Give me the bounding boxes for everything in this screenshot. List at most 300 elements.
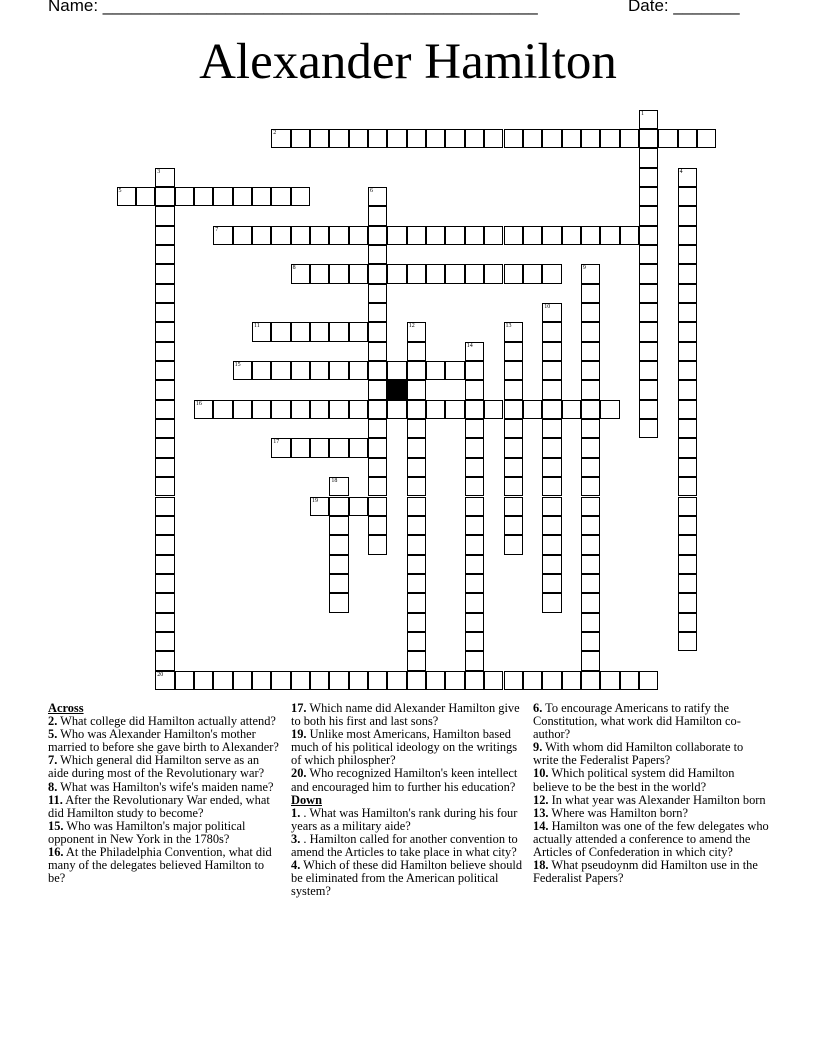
grid-cell[interactable] (581, 419, 600, 438)
grid-cell[interactable] (155, 651, 174, 670)
grid-cell[interactable] (368, 361, 387, 380)
grid-cell[interactable] (523, 264, 542, 283)
grid-cell[interactable] (155, 187, 174, 206)
grid-cell[interactable] (407, 361, 426, 380)
grid-cell[interactable] (581, 226, 600, 245)
grid-cell[interactable] (562, 671, 581, 690)
grid-cell[interactable] (639, 419, 658, 438)
grid-cell[interactable] (678, 574, 697, 593)
grid-cell[interactable] (387, 671, 406, 690)
grid-cell[interactable] (426, 226, 445, 245)
grid-cell[interactable] (542, 438, 561, 457)
grid-cell[interactable] (213, 187, 232, 206)
grid-cell[interactable] (678, 555, 697, 574)
grid-cell[interactable] (271, 129, 290, 148)
grid-cell[interactable] (620, 671, 639, 690)
grid-cell[interactable] (581, 438, 600, 457)
grid-cell[interactable] (387, 226, 406, 245)
grid-cell[interactable] (329, 361, 348, 380)
grid-cell[interactable] (542, 264, 561, 283)
grid-cell[interactable] (504, 477, 523, 496)
grid-cell[interactable] (310, 671, 329, 690)
grid-cell[interactable] (252, 361, 271, 380)
grid-cell[interactable] (368, 380, 387, 399)
grid-cell[interactable] (678, 361, 697, 380)
grid-cell[interactable] (504, 264, 523, 283)
grid-cell[interactable] (407, 516, 426, 535)
grid-cell[interactable] (581, 264, 600, 283)
grid-cell[interactable] (581, 613, 600, 632)
grid-cell[interactable] (426, 361, 445, 380)
grid-cell[interactable] (678, 303, 697, 322)
grid-cell[interactable] (155, 342, 174, 361)
grid-cell[interactable] (620, 129, 639, 148)
grid-cell[interactable] (291, 226, 310, 245)
grid-cell[interactable] (368, 322, 387, 341)
grid-cell[interactable] (639, 129, 658, 148)
grid-cell[interactable] (639, 400, 658, 419)
grid-cell[interactable] (445, 400, 464, 419)
grid-cell[interactable] (581, 361, 600, 380)
grid-cell[interactable] (504, 671, 523, 690)
grid-cell[interactable] (600, 226, 619, 245)
grid-cell[interactable] (194, 671, 213, 690)
grid-cell[interactable] (523, 400, 542, 419)
grid-cell[interactable] (329, 535, 348, 554)
grid-cell[interactable] (504, 438, 523, 457)
grid-cell[interactable] (194, 400, 213, 419)
grid-cell[interactable] (329, 226, 348, 245)
grid-cell[interactable] (407, 671, 426, 690)
grid-cell[interactable] (368, 303, 387, 322)
grid-cell[interactable] (581, 671, 600, 690)
grid-cell[interactable] (387, 264, 406, 283)
grid-cell[interactable] (155, 613, 174, 632)
grid-cell[interactable] (678, 516, 697, 535)
grid-cell[interactable] (155, 168, 174, 187)
grid-cell[interactable] (349, 400, 368, 419)
grid-cell[interactable] (155, 574, 174, 593)
grid-cell[interactable] (136, 187, 155, 206)
grid-cell[interactable] (465, 535, 484, 554)
grid-cell[interactable] (271, 400, 290, 419)
grid-cell[interactable] (310, 400, 329, 419)
grid-cell[interactable] (581, 380, 600, 399)
grid-cell[interactable] (542, 129, 561, 148)
grid-cell[interactable] (368, 516, 387, 535)
grid-cell[interactable] (581, 400, 600, 419)
grid-cell[interactable] (407, 632, 426, 651)
grid-cell[interactable] (252, 322, 271, 341)
grid-cell[interactable] (368, 438, 387, 457)
grid-cell[interactable] (600, 400, 619, 419)
grid-cell[interactable] (678, 264, 697, 283)
grid-cell[interactable] (271, 322, 290, 341)
grid-cell[interactable] (542, 361, 561, 380)
grid-cell[interactable] (465, 380, 484, 399)
grid-cell[interactable] (310, 497, 329, 516)
grid-cell[interactable] (329, 477, 348, 496)
grid-cell[interactable] (465, 419, 484, 438)
grid-cell[interactable] (233, 400, 252, 419)
grid-cell[interactable] (349, 361, 368, 380)
grid-cell[interactable] (678, 593, 697, 612)
grid-cell[interactable] (407, 129, 426, 148)
grid-cell[interactable] (155, 284, 174, 303)
grid-cell[interactable] (349, 438, 368, 457)
grid-cell[interactable] (678, 613, 697, 632)
grid-cell[interactable] (291, 129, 310, 148)
grid-cell[interactable] (194, 187, 213, 206)
grid-cell[interactable] (368, 419, 387, 438)
grid-cell[interactable] (426, 129, 445, 148)
grid-cell[interactable] (504, 226, 523, 245)
grid-cell[interactable] (368, 264, 387, 283)
grid-cell[interactable] (484, 226, 503, 245)
grid-cell[interactable] (426, 671, 445, 690)
grid-cell[interactable] (407, 613, 426, 632)
grid-cell[interactable] (368, 671, 387, 690)
grid-cell[interactable] (581, 555, 600, 574)
grid-cell[interactable] (407, 226, 426, 245)
grid-cell[interactable] (291, 361, 310, 380)
grid-cell[interactable] (581, 322, 600, 341)
grid-cell[interactable] (349, 226, 368, 245)
grid-cell[interactable] (368, 284, 387, 303)
grid-cell[interactable] (523, 671, 542, 690)
grid-cell[interactable] (291, 187, 310, 206)
grid-cell[interactable] (504, 380, 523, 399)
grid-cell[interactable] (349, 497, 368, 516)
grid-cell[interactable] (639, 110, 658, 129)
grid-cell[interactable] (233, 671, 252, 690)
grid-cell[interactable] (368, 477, 387, 496)
grid-cell[interactable] (581, 516, 600, 535)
grid-cell[interactable] (155, 477, 174, 496)
grid-cell[interactable] (407, 342, 426, 361)
grid-cell[interactable] (639, 148, 658, 167)
grid-cell[interactable] (465, 671, 484, 690)
grid-cell[interactable] (542, 671, 561, 690)
grid-cell[interactable] (213, 400, 232, 419)
grid-cell[interactable] (155, 438, 174, 457)
grid-cell[interactable] (465, 497, 484, 516)
grid-cell[interactable] (155, 303, 174, 322)
grid-cell[interactable] (329, 497, 348, 516)
grid-cell[interactable] (368, 342, 387, 361)
grid-cell[interactable] (155, 671, 174, 690)
grid-cell[interactable] (368, 206, 387, 225)
grid-cell[interactable] (542, 458, 561, 477)
grid-cell[interactable] (310, 226, 329, 245)
grid-cell[interactable] (465, 361, 484, 380)
grid-cell[interactable] (504, 535, 523, 554)
grid-cell[interactable] (329, 264, 348, 283)
grid-cell[interactable] (310, 438, 329, 457)
grid-cell[interactable] (368, 245, 387, 264)
grid-cell[interactable] (329, 593, 348, 612)
grid-cell[interactable] (465, 632, 484, 651)
grid-cell[interactable] (407, 574, 426, 593)
grid-cell[interactable] (620, 226, 639, 245)
grid-cell[interactable] (542, 477, 561, 496)
grid-cell[interactable] (349, 322, 368, 341)
grid-cell[interactable] (155, 206, 174, 225)
grid-cell[interactable] (155, 632, 174, 651)
grid-cell[interactable] (678, 632, 697, 651)
grid-cell[interactable] (465, 226, 484, 245)
grid-cell[interactable] (542, 593, 561, 612)
grid-cell[interactable] (562, 129, 581, 148)
grid-cell[interactable] (523, 226, 542, 245)
grid-cell[interactable] (155, 264, 174, 283)
grid-cell[interactable] (678, 226, 697, 245)
grid-cell[interactable] (581, 458, 600, 477)
grid-cell[interactable] (504, 400, 523, 419)
grid-cell[interactable] (581, 651, 600, 670)
grid-cell[interactable] (407, 497, 426, 516)
grid-cell[interactable] (155, 400, 174, 419)
grid-cell[interactable] (426, 400, 445, 419)
grid-cell[interactable] (465, 613, 484, 632)
grid-cell[interactable] (504, 516, 523, 535)
grid-cell[interactable] (155, 245, 174, 264)
grid-cell[interactable] (465, 516, 484, 535)
grid-cell[interactable] (504, 322, 523, 341)
grid-cell[interactable] (233, 187, 252, 206)
grid-cell[interactable] (349, 264, 368, 283)
grid-cell[interactable] (542, 342, 561, 361)
grid-cell[interactable] (407, 458, 426, 477)
grid-cell[interactable] (407, 651, 426, 670)
grid-cell[interactable] (407, 380, 426, 399)
grid-cell[interactable] (465, 574, 484, 593)
grid-cell[interactable] (542, 419, 561, 438)
grid-cell[interactable] (581, 497, 600, 516)
grid-cell[interactable] (310, 322, 329, 341)
grid-cell[interactable] (465, 438, 484, 457)
grid-cell[interactable] (581, 303, 600, 322)
grid-cell[interactable] (368, 497, 387, 516)
grid-cell[interactable] (387, 129, 406, 148)
grid-cell[interactable] (445, 671, 464, 690)
grid-cell[interactable] (562, 400, 581, 419)
grid-cell[interactable] (581, 632, 600, 651)
grid-cell[interactable] (407, 438, 426, 457)
grid-cell[interactable] (542, 226, 561, 245)
grid-cell[interactable] (581, 535, 600, 554)
grid-cell[interactable] (504, 361, 523, 380)
grid-cell[interactable] (581, 129, 600, 148)
grid-cell[interactable] (155, 516, 174, 535)
grid-cell[interactable] (271, 361, 290, 380)
grid-cell[interactable] (368, 535, 387, 554)
grid-cell[interactable] (329, 129, 348, 148)
grid-cell[interactable] (445, 264, 464, 283)
grid-cell[interactable] (349, 129, 368, 148)
grid-cell[interactable] (504, 497, 523, 516)
grid-cell[interactable] (504, 342, 523, 361)
grid-cell[interactable] (310, 361, 329, 380)
grid-cell[interactable] (581, 593, 600, 612)
grid-cell[interactable] (465, 477, 484, 496)
grid-cell[interactable] (639, 342, 658, 361)
grid-cell[interactable] (678, 168, 697, 187)
grid-cell[interactable] (465, 555, 484, 574)
grid-cell[interactable] (175, 671, 194, 690)
grid-cell[interactable] (542, 535, 561, 554)
grid-cell[interactable] (426, 264, 445, 283)
grid-cell[interactable] (678, 129, 697, 148)
grid-cell[interactable] (155, 535, 174, 554)
grid-cell[interactable] (484, 671, 503, 690)
grid-cell[interactable] (445, 129, 464, 148)
grid-cell[interactable] (329, 555, 348, 574)
grid-cell[interactable] (484, 129, 503, 148)
grid-cell[interactable] (678, 187, 697, 206)
grid-cell[interactable] (697, 129, 716, 148)
grid-cell[interactable] (465, 458, 484, 477)
grid-cell[interactable] (407, 555, 426, 574)
grid-cell[interactable] (291, 400, 310, 419)
grid-cell[interactable] (581, 342, 600, 361)
grid-cell[interactable] (639, 322, 658, 341)
grid-cell[interactable] (678, 284, 697, 303)
grid-cell[interactable] (368, 129, 387, 148)
grid-cell[interactable] (465, 264, 484, 283)
grid-cell[interactable] (658, 129, 677, 148)
grid-cell[interactable] (291, 671, 310, 690)
grid-cell[interactable] (639, 187, 658, 206)
grid-cell[interactable] (678, 342, 697, 361)
grid-cell[interactable] (678, 438, 697, 457)
grid-cell[interactable] (407, 419, 426, 438)
grid-cell[interactable] (291, 322, 310, 341)
grid-cell[interactable] (368, 187, 387, 206)
grid-cell[interactable] (678, 245, 697, 264)
grid-cell[interactable] (368, 226, 387, 245)
grid-cell[interactable] (639, 284, 658, 303)
grid-cell[interactable] (639, 380, 658, 399)
grid-cell[interactable] (465, 400, 484, 419)
grid-cell[interactable] (600, 671, 619, 690)
grid-cell[interactable] (678, 322, 697, 341)
grid-cell[interactable] (155, 226, 174, 245)
grid-cell[interactable] (329, 400, 348, 419)
grid-cell[interactable] (252, 187, 271, 206)
grid-cell[interactable] (407, 264, 426, 283)
grid-cell[interactable] (678, 400, 697, 419)
grid-cell[interactable] (271, 438, 290, 457)
grid-cell[interactable] (600, 129, 619, 148)
grid-cell[interactable] (155, 419, 174, 438)
grid-cell[interactable] (407, 400, 426, 419)
grid-cell[interactable] (484, 400, 503, 419)
grid-cell[interactable] (368, 458, 387, 477)
grid-cell[interactable] (523, 129, 542, 148)
grid-cell[interactable] (387, 361, 406, 380)
grid-cell[interactable] (581, 574, 600, 593)
grid-cell[interactable] (271, 671, 290, 690)
grid-cell[interactable] (484, 264, 503, 283)
grid-cell[interactable] (465, 129, 484, 148)
grid-cell[interactable] (155, 361, 174, 380)
grid-cell[interactable] (349, 671, 368, 690)
grid-cell[interactable] (504, 458, 523, 477)
grid-cell[interactable] (329, 574, 348, 593)
grid-cell[interactable] (542, 322, 561, 341)
grid-cell[interactable] (291, 438, 310, 457)
date-field[interactable]: Date: _______ (628, 0, 740, 15)
grid-cell[interactable] (581, 477, 600, 496)
grid-cell[interactable] (252, 226, 271, 245)
grid-cell[interactable] (639, 361, 658, 380)
grid-cell[interactable] (465, 651, 484, 670)
grid-cell[interactable] (445, 361, 464, 380)
grid-cell[interactable] (117, 187, 136, 206)
grid-cell[interactable] (445, 226, 464, 245)
grid-cell[interactable] (504, 419, 523, 438)
grid-cell[interactable] (678, 497, 697, 516)
name-field[interactable]: Name: ______________________________________________ (48, 0, 538, 15)
grid-cell[interactable] (542, 497, 561, 516)
grid-cell[interactable] (271, 226, 290, 245)
grid-cell[interactable] (155, 555, 174, 574)
grid-cell[interactable] (678, 458, 697, 477)
grid-cell[interactable] (639, 226, 658, 245)
grid-cell[interactable] (175, 187, 194, 206)
grid-cell[interactable] (271, 187, 290, 206)
grid-cell[interactable] (581, 284, 600, 303)
grid-cell[interactable] (252, 400, 271, 419)
grid-cell[interactable] (252, 671, 271, 690)
grid-cell[interactable] (155, 593, 174, 612)
grid-cell[interactable] (155, 497, 174, 516)
grid-cell[interactable] (291, 264, 310, 283)
grid-cell[interactable] (639, 303, 658, 322)
grid-cell[interactable] (542, 516, 561, 535)
grid-cell[interactable] (678, 419, 697, 438)
grid-cell[interactable] (407, 322, 426, 341)
grid-cell[interactable] (639, 168, 658, 187)
grid-cell[interactable] (542, 380, 561, 399)
grid-cell[interactable] (465, 342, 484, 361)
grid-cell[interactable] (233, 361, 252, 380)
grid-cell[interactable] (329, 671, 348, 690)
grid-cell[interactable] (155, 458, 174, 477)
grid-cell[interactable] (562, 226, 581, 245)
grid-cell[interactable] (639, 264, 658, 283)
grid-cell[interactable] (368, 400, 387, 419)
grid-cell[interactable] (329, 322, 348, 341)
grid-cell[interactable] (387, 400, 406, 419)
grid-cell[interactable] (407, 593, 426, 612)
grid-cell[interactable] (213, 226, 232, 245)
grid-cell[interactable] (639, 245, 658, 264)
grid-cell[interactable] (407, 535, 426, 554)
grid-cell[interactable] (639, 671, 658, 690)
grid-cell[interactable] (233, 226, 252, 245)
grid-cell[interactable] (155, 322, 174, 341)
grid-cell[interactable] (465, 593, 484, 612)
grid-cell[interactable] (310, 129, 329, 148)
grid-cell[interactable] (310, 264, 329, 283)
grid-cell[interactable] (155, 380, 174, 399)
grid-cell[interactable] (678, 477, 697, 496)
grid-cell[interactable] (213, 671, 232, 690)
grid-cell[interactable] (504, 129, 523, 148)
grid-cell[interactable] (639, 206, 658, 225)
